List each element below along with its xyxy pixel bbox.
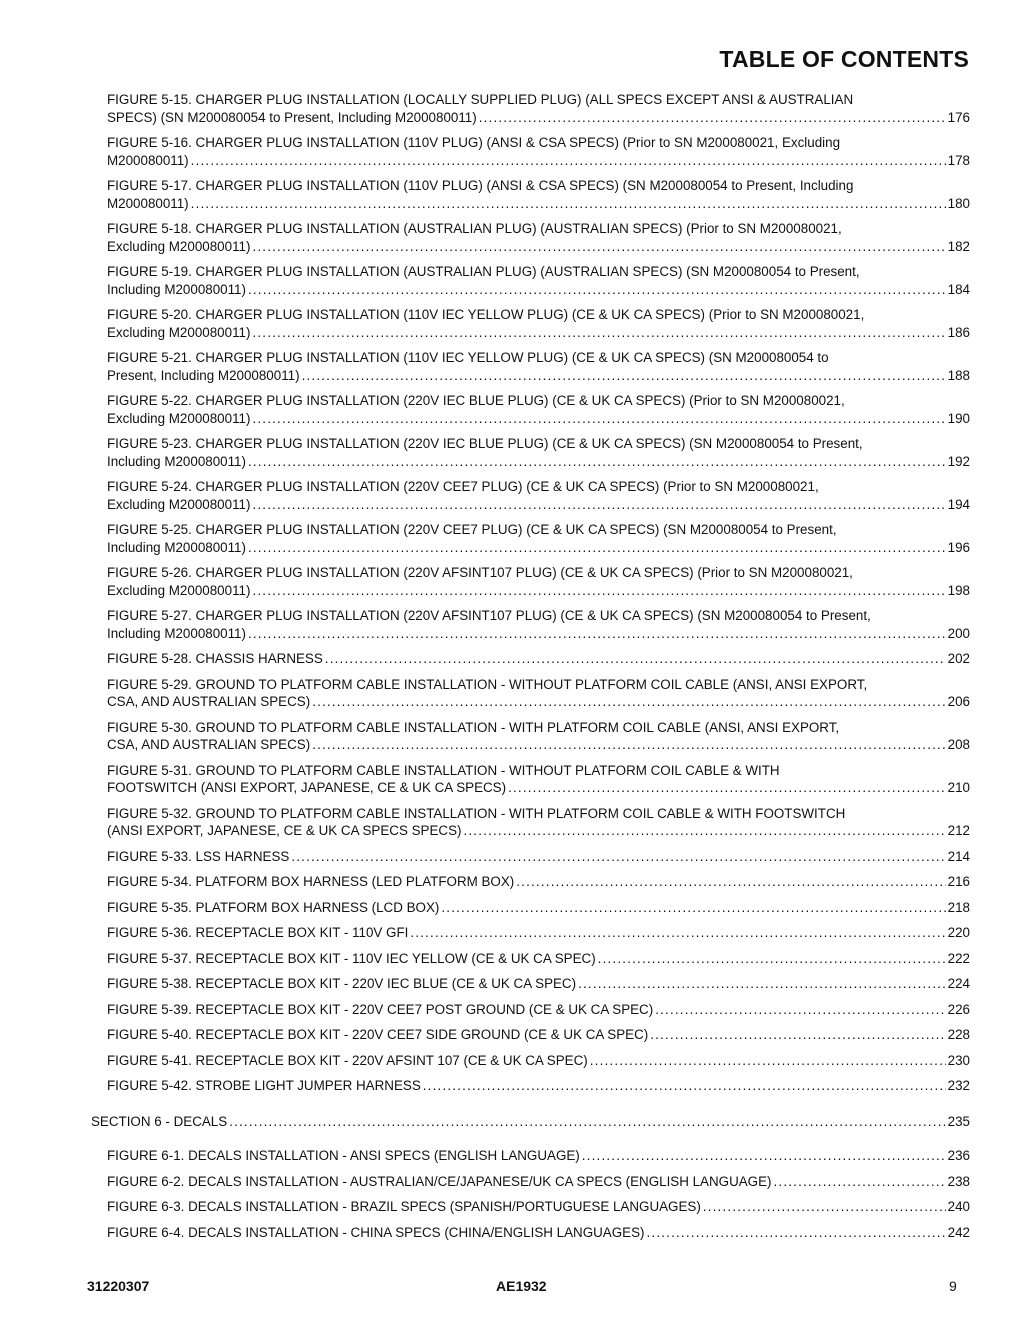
toc-entry-title-line: FIGURE 5-16. CHARGER PLUG INSTALLATION (110V PLUG) (ANSI & CSA SPECS) (Prior to SN M200080021, Excluding	[107, 135, 841, 150]
dot-leader	[463, 822, 945, 840]
toc-entry-title-line: FIGURE 5-31. GROUND TO PLATFORM CABLE INSTALLATION - WITHOUT PLATFORM COIL CABLE & WITH	[107, 762, 780, 778]
toc-page-number: 240	[947, 1199, 970, 1214]
toc-entry-title: FIGURE 5-41. RECEPTACLE BOX KIT - 220V AFSINT 107 (CE & UK CA SPEC)	[107, 1052, 588, 1068]
dot-leader	[582, 1147, 946, 1165]
toc-figure-entry[interactable]	[107, 435, 970, 470]
toc-entry-title: FIGURE 5-35. PLATFORM BOX HARNESS (LCD BOX)	[107, 899, 440, 915]
toc-figure-entry[interactable]	[107, 392, 970, 427]
toc-figure-entry[interactable]	[107, 478, 970, 513]
toc-section-entry[interactable]	[91, 1113, 970, 1131]
dot-leader	[229, 1113, 945, 1131]
dot-leader	[508, 779, 946, 797]
toc-entry-title: Excluding M200080011)	[107, 238, 251, 254]
dot-leader	[252, 238, 945, 256]
table-of-contents	[0, 91, 1024, 1249]
toc-entry-title: FIGURE 5-40. RECEPTACLE BOX KIT - 220V CEE7 SIDE GROUND (CE & UK CA SPEC)	[107, 1027, 649, 1042]
toc-entry-title-line: FIGURE 5-18. CHARGER PLUG INSTALLATION (AUSTRALIAN PLUG) (AUSTRALIAN SPECS) (Prior to SN M200080021,	[107, 221, 842, 236]
dot-leader	[252, 410, 945, 428]
page-title: TABLE OF CONTENTS	[719, 46, 969, 72]
dot-leader	[312, 736, 946, 754]
page-number: 9	[949, 1278, 957, 1294]
toc-page-number: 180	[947, 195, 970, 211]
toc-entry-title-line: FIGURE 5-25. CHARGER PLUG INSTALLATION (220V CEE7 PLUG) (CE & UK CA SPECS) (SN M200080054 to Present,	[107, 522, 837, 537]
toc-page-number: 228	[947, 1027, 970, 1042]
toc-page-number: 235	[947, 1113, 970, 1129]
toc-entry-title: FIGURE 6-1. DECALS INSTALLATION - ANSI SPECS (ENGLISH LANGUAGE)	[107, 1148, 580, 1163]
dot-leader	[590, 1052, 946, 1070]
dot-leader	[252, 496, 945, 514]
toc-entry-title: FIGURE 6-4. DECALS INSTALLATION - CHINA SPECS (CHINA/ENGLISH LANGUAGES)	[107, 1224, 645, 1240]
toc-entry-title: FIGURE 5-37. RECEPTACLE BOX KIT - 110V IEC YELLOW (CE & UK CA SPEC)	[107, 950, 596, 966]
toc-figure-entry[interactable]	[107, 177, 970, 212]
toc-entry-title: Including M200080011)	[107, 539, 246, 555]
toc-entry-title: Including M200080011)	[107, 625, 246, 641]
toc-entry-title: Excluding M200080011)	[107, 410, 251, 426]
dot-leader	[410, 924, 945, 942]
toc-entry-title-line: FIGURE 5-20. CHARGER PLUG INSTALLATION (110V IEC YELLOW PLUG) (CE & UK CA SPECS) (Prior to SN M200080021,	[107, 307, 865, 322]
toc-entry-title-line: FIGURE 5-30. GROUND TO PLATFORM CABLE INSTALLATION - WITH PLATFORM COIL CABLE (ANSI, ANSI EXPORT,	[107, 719, 840, 735]
toc-page-number: 218	[947, 899, 970, 915]
toc-page-number: 214	[947, 848, 970, 864]
toc-page-number: 222	[947, 950, 970, 966]
toc-page-number: 202	[947, 651, 970, 666]
dot-leader	[248, 453, 946, 471]
toc-page-number: 236	[947, 1148, 970, 1163]
toc-page-number: 198	[947, 582, 970, 598]
toc-entry-title-line: FIGURE 5-17. CHARGER PLUG INSTALLATION (110V PLUG) (ANSI & CSA SPECS) (SN M200080054 to Present, Including	[107, 178, 854, 193]
dot-leader	[302, 367, 946, 385]
toc-figure-entry[interactable]	[107, 134, 970, 169]
toc-page-number: 226	[947, 1001, 970, 1017]
dot-leader	[248, 539, 946, 557]
toc-entry-title-line: FIGURE 5-29. GROUND TO PLATFORM CABLE INSTALLATION - WITHOUT PLATFORM COIL CABLE (ANSI, ANSI EXPORT,	[107, 676, 868, 692]
toc-figure-entry[interactable]	[107, 607, 970, 642]
toc-entry-title-line: FIGURE 5-23. CHARGER PLUG INSTALLATION (220V IEC BLUE PLUG) (CE & UK CA SPECS) (SN M200080054 to Present,	[107, 436, 863, 451]
toc-page-number: 216	[947, 874, 970, 889]
toc-entry-title: FIGURE 6-3. DECALS INSTALLATION - BRAZIL SPECS (SPANISH/PORTUGUESE LANGUAGES)	[107, 1199, 701, 1214]
toc-page-number: 220	[947, 925, 970, 940]
toc-page-number: 224	[947, 976, 970, 991]
toc-entry-title: Excluding M200080011)	[107, 324, 251, 340]
toc-figure-entry[interactable]	[107, 564, 970, 599]
toc-entry-title: Including M200080011)	[107, 281, 246, 297]
dot-leader	[191, 152, 946, 170]
dot-leader	[248, 281, 946, 299]
dot-leader	[598, 950, 946, 968]
toc-page-number: 206	[947, 694, 970, 709]
toc-figure-entry[interactable]	[107, 950, 970, 968]
toc-page-number: 238	[947, 1173, 970, 1189]
toc-entry-title-line: FIGURE 5-19. CHARGER PLUG INSTALLATION (AUSTRALIAN PLUG) (AUSTRALIAN SPECS) (SN M200080054 to Present,	[107, 264, 860, 279]
toc-figure-entry[interactable]	[107, 220, 970, 255]
toc-entry-title-line: FIGURE 5-22. CHARGER PLUG INSTALLATION (220V IEC BLUE PLUG) (CE & UK CA SPECS) (Prior to SN M200080021,	[107, 393, 845, 408]
toc-entry-title-line: FIGURE 5-21. CHARGER PLUG INSTALLATION (110V IEC YELLOW PLUG) (CE & UK CA SPECS) (SN M200080054 to	[107, 350, 829, 365]
dot-leader	[578, 975, 946, 993]
toc-entry-title: Present, Including M200080011)	[107, 367, 300, 383]
toc-entry-title-line: FIGURE 5-24. CHARGER PLUG INSTALLATION (220V CEE7 PLUG) (CE & UK CA SPECS) (Prior to SN M200080021,	[107, 479, 819, 494]
toc-figure-entry[interactable]	[107, 873, 970, 891]
toc-figure-entry[interactable]	[107, 1001, 970, 1019]
toc-entry-title: SPECS) (SN M200080054 to Present, Including M200080011)	[107, 109, 477, 125]
toc-entry-title-line: FIGURE 5-26. CHARGER PLUG INSTALLATION (220V AFSINT107 PLUG) (CE & UK CA SPECS) (Prior to SN M200080021,	[107, 565, 853, 580]
toc-entry-title: Excluding M200080011)	[107, 496, 251, 512]
toc-entry-title: FOOTSWITCH (ANSI EXPORT, JAPANESE, CE & UK CA SPECS)	[107, 780, 507, 795]
dot-leader	[441, 899, 945, 917]
toc-entry-title: FIGURE 5-36. RECEPTACLE BOX KIT - 110V GFI	[107, 925, 409, 940]
toc-page-number: 192	[947, 453, 970, 469]
dot-leader	[650, 1026, 945, 1044]
dot-leader	[312, 693, 946, 711]
dot-leader	[325, 650, 946, 668]
toc-entry-title: FIGURE 5-39. RECEPTACLE BOX KIT - 220V CEE7 POST GROUND (CE & UK CA SPEC)	[107, 1001, 654, 1017]
toc-entry-title: SECTION 6 - DECALS	[91, 1113, 228, 1129]
dot-leader	[655, 1001, 945, 1019]
dot-leader	[516, 873, 945, 891]
toc-entry-title-line: FIGURE 5-15. CHARGER PLUG INSTALLATION (LOCALLY SUPPLIED PLUG) (ALL SPECS EXCEPT ANSI & AUSTRALIAN	[107, 92, 854, 107]
toc-figure-entry[interactable]	[107, 805, 970, 840]
toc-entry-title: Including M200080011)	[107, 453, 246, 469]
toc-page-number: 208	[947, 737, 970, 752]
toc-page-number: 212	[947, 823, 970, 838]
dot-leader	[252, 324, 945, 342]
dot-leader	[774, 1173, 946, 1191]
toc-entry-title: FIGURE 5-28. CHASSIS HARNESS	[107, 651, 323, 666]
toc-page-number: 194	[947, 496, 970, 512]
toc-figure-entry[interactable]	[107, 762, 970, 797]
toc-page-number: 210	[947, 780, 970, 795]
dot-leader	[646, 1224, 945, 1242]
toc-page-number: 200	[947, 625, 970, 641]
toc-figure-entry[interactable]	[107, 650, 970, 668]
dot-leader	[703, 1198, 946, 1216]
toc-entry-title: FIGURE 6-2. DECALS INSTALLATION - AUSTRALIAN/CE/JAPANESE/UK CA SPECS (ENGLISH LANGUAGE)	[107, 1173, 772, 1189]
toc-page-number: 242	[947, 1224, 970, 1240]
dot-leader	[291, 848, 945, 866]
toc-page-number: 176	[947, 109, 970, 125]
toc-page-number: 186	[947, 324, 970, 340]
toc-figure-entry[interactable]	[107, 1147, 970, 1165]
toc-entry-title: FIGURE 5-42. STROBE LIGHT JUMPER HARNESS	[107, 1078, 421, 1093]
model-name: AE1932	[496, 1278, 547, 1294]
toc-page-number: 232	[947, 1078, 970, 1093]
toc-page-number: 190	[947, 410, 970, 426]
toc-figure-entry[interactable]	[107, 1026, 970, 1044]
toc-figure-entry[interactable]	[107, 975, 970, 993]
toc-figure-entry[interactable]	[107, 521, 970, 556]
toc-figure-entry[interactable]	[107, 263, 970, 298]
dot-leader	[191, 195, 946, 213]
toc-figure-entry[interactable]	[107, 1077, 970, 1095]
toc-entry-title: Excluding M200080011)	[107, 582, 251, 598]
toc-figure-entry[interactable]	[107, 1173, 970, 1191]
toc-figure-entry[interactable]	[107, 719, 970, 754]
toc-figure-entry[interactable]	[107, 91, 970, 126]
toc-figure-entry[interactable]	[107, 1224, 970, 1242]
dot-leader	[479, 109, 946, 127]
toc-entry-title: M200080011)	[107, 195, 189, 211]
dot-leader	[248, 625, 946, 643]
toc-page-number: 196	[947, 539, 970, 555]
toc-entry-title: FIGURE 5-34. PLATFORM BOX HARNESS (LED PLATFORM BOX)	[107, 874, 515, 889]
toc-figure-entry[interactable]	[107, 306, 970, 341]
document-number: 31220307	[87, 1278, 150, 1294]
toc-figure-entry[interactable]	[107, 899, 970, 917]
toc-page-number: 178	[947, 152, 970, 168]
toc-page-number: 182	[947, 238, 970, 254]
toc-figure-entry[interactable]	[107, 349, 970, 384]
toc-figure-entry[interactable]	[107, 848, 970, 866]
toc-figure-entry[interactable]	[107, 1052, 970, 1070]
toc-entry-title: FIGURE 5-33. LSS HARNESS	[107, 848, 290, 864]
toc-entry-title: CSA, AND AUSTRALIAN SPECS)	[107, 694, 311, 709]
toc-page-number: 188	[947, 367, 970, 383]
toc-page-number: 184	[947, 281, 970, 297]
toc-entry-title: M200080011)	[107, 152, 189, 168]
toc-figure-entry[interactable]	[107, 924, 970, 942]
dot-leader	[423, 1077, 946, 1095]
toc-entry-title: FIGURE 5-38. RECEPTACLE BOX KIT - 220V IEC BLUE (CE & UK CA SPEC)	[107, 976, 577, 991]
toc-entry-title-line: FIGURE 5-32. GROUND TO PLATFORM CABLE INSTALLATION - WITH PLATFORM COIL CABLE & WITH FOOTSWITCH	[107, 805, 846, 821]
toc-figure-entry[interactable]	[107, 1198, 970, 1216]
toc-page-number: 230	[947, 1052, 970, 1068]
dot-leader	[252, 582, 945, 600]
toc-entry-title-line: FIGURE 5-27. CHARGER PLUG INSTALLATION (220V AFSINT107 PLUG) (CE & UK CA SPECS) (SN M200080054 to Present,	[107, 608, 871, 623]
toc-entry-title: CSA, AND AUSTRALIAN SPECS)	[107, 737, 311, 752]
toc-figure-entry[interactable]	[107, 676, 970, 711]
toc-entry-title: (ANSI EXPORT, JAPANESE, CE & UK CA SPECS SPECS)	[107, 823, 462, 838]
